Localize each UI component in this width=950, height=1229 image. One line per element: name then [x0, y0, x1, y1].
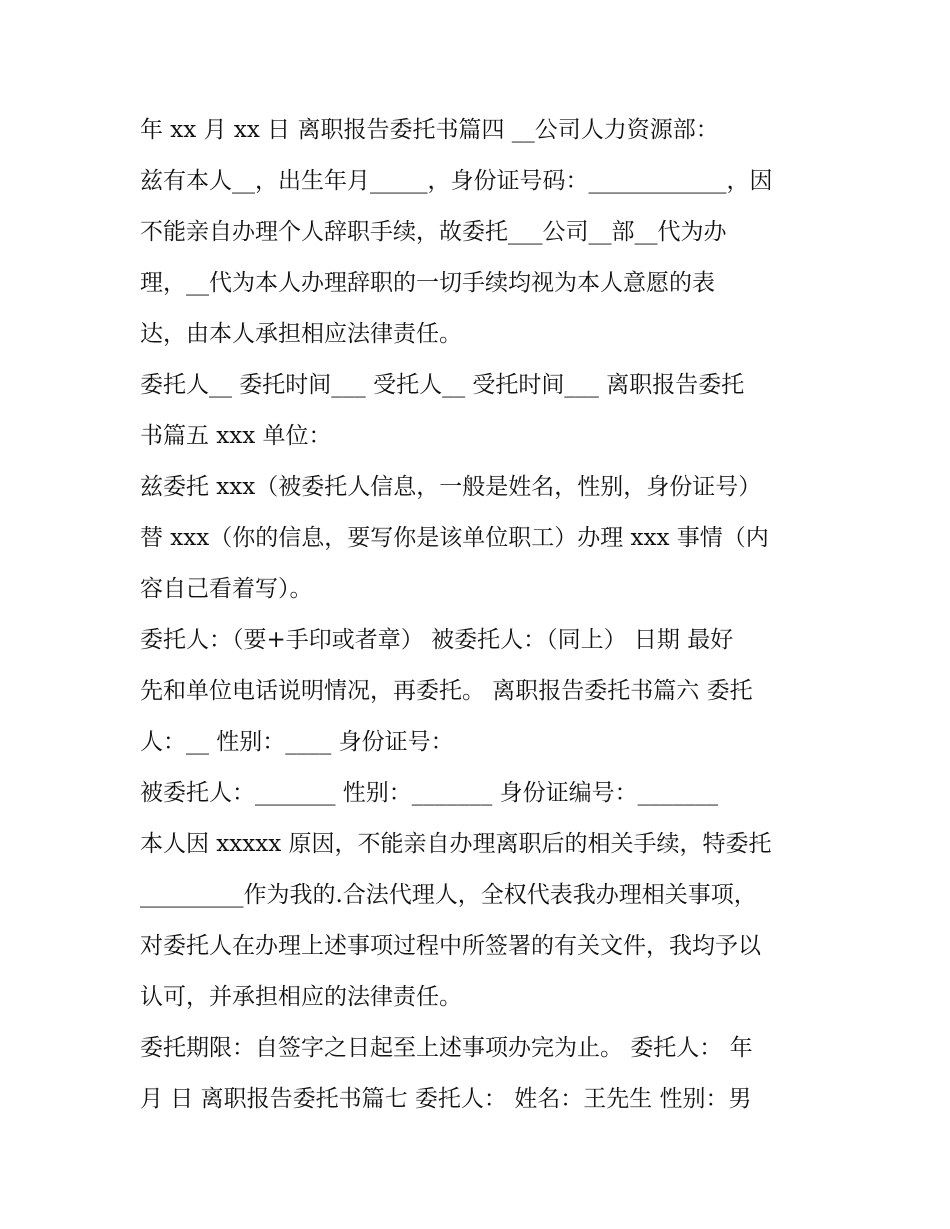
text-line-6: 委托人__ 委托时间___ 受托人__ 受托时间___ 离职报告委托: [140, 372, 745, 398]
text-line-5: 达，由本人承担相应法律责任。: [140, 321, 462, 347]
text-line-16: _________作为我的.合法代理人，全权代表我办理相关事项，: [140, 882, 757, 908]
text-line-13: 人：__ 性别：____ 身份证号：: [140, 729, 454, 755]
text-line-12: 先和单位电话说明情况，再委托。 离职报告委托书篇六 委托: [140, 678, 753, 704]
text-line-11: 委托人：（要+手印或者章） 被委托人：（同上） 日期 最好: [140, 627, 734, 653]
text-line-4: 理，__代为本人办理辞职的一切手续均视为本人意愿的表: [140, 270, 715, 296]
text-line-15: 本人因 xxxxx 原因，不能亲自办理离职后的相关手续，特委托: [140, 831, 772, 857]
text-line-8: 兹委托 xxx（被委托人信息，一般是姓名，性别，身份证号）: [140, 474, 762, 500]
text-line-19: 委托期限：自签字之日起至上述事项办完为止。 委托人： 年: [140, 1035, 753, 1061]
text-line-3: 不能亲自办理个人辞职手续，故委托___公司__部__代为办: [140, 219, 727, 245]
text-line-14: 被委托人：_______ 性别：_______ 身份证编号：_______: [140, 780, 719, 806]
text-line-18: 认可，并承担相应的法律责任。: [140, 984, 462, 1010]
text-line-7: 书篇五 xxx 单位：: [140, 423, 332, 449]
text-line-9: 替 xxx（你的信息，要写你是该单位职工）办理 xxx 事情（内: [140, 525, 769, 551]
document-body: [140, 105, 820, 1125]
text-line-20: 月 日 离职报告委托书篇七 委托人： 姓名：王先生 性别：男: [140, 1086, 752, 1112]
text-line-2: 兹有本人__，出生年月_____，身份证号码：____________，因: [140, 168, 773, 194]
text-line-10: 容自己看着写）。: [140, 576, 313, 602]
text-line-1: 年 xx 月 xx 日 离职报告委托书篇四 __公司人力资源部：: [140, 117, 719, 143]
text-line-17: 对委托人在办理上述事项过程中所签署的有关文件，我均予以: [140, 933, 761, 959]
